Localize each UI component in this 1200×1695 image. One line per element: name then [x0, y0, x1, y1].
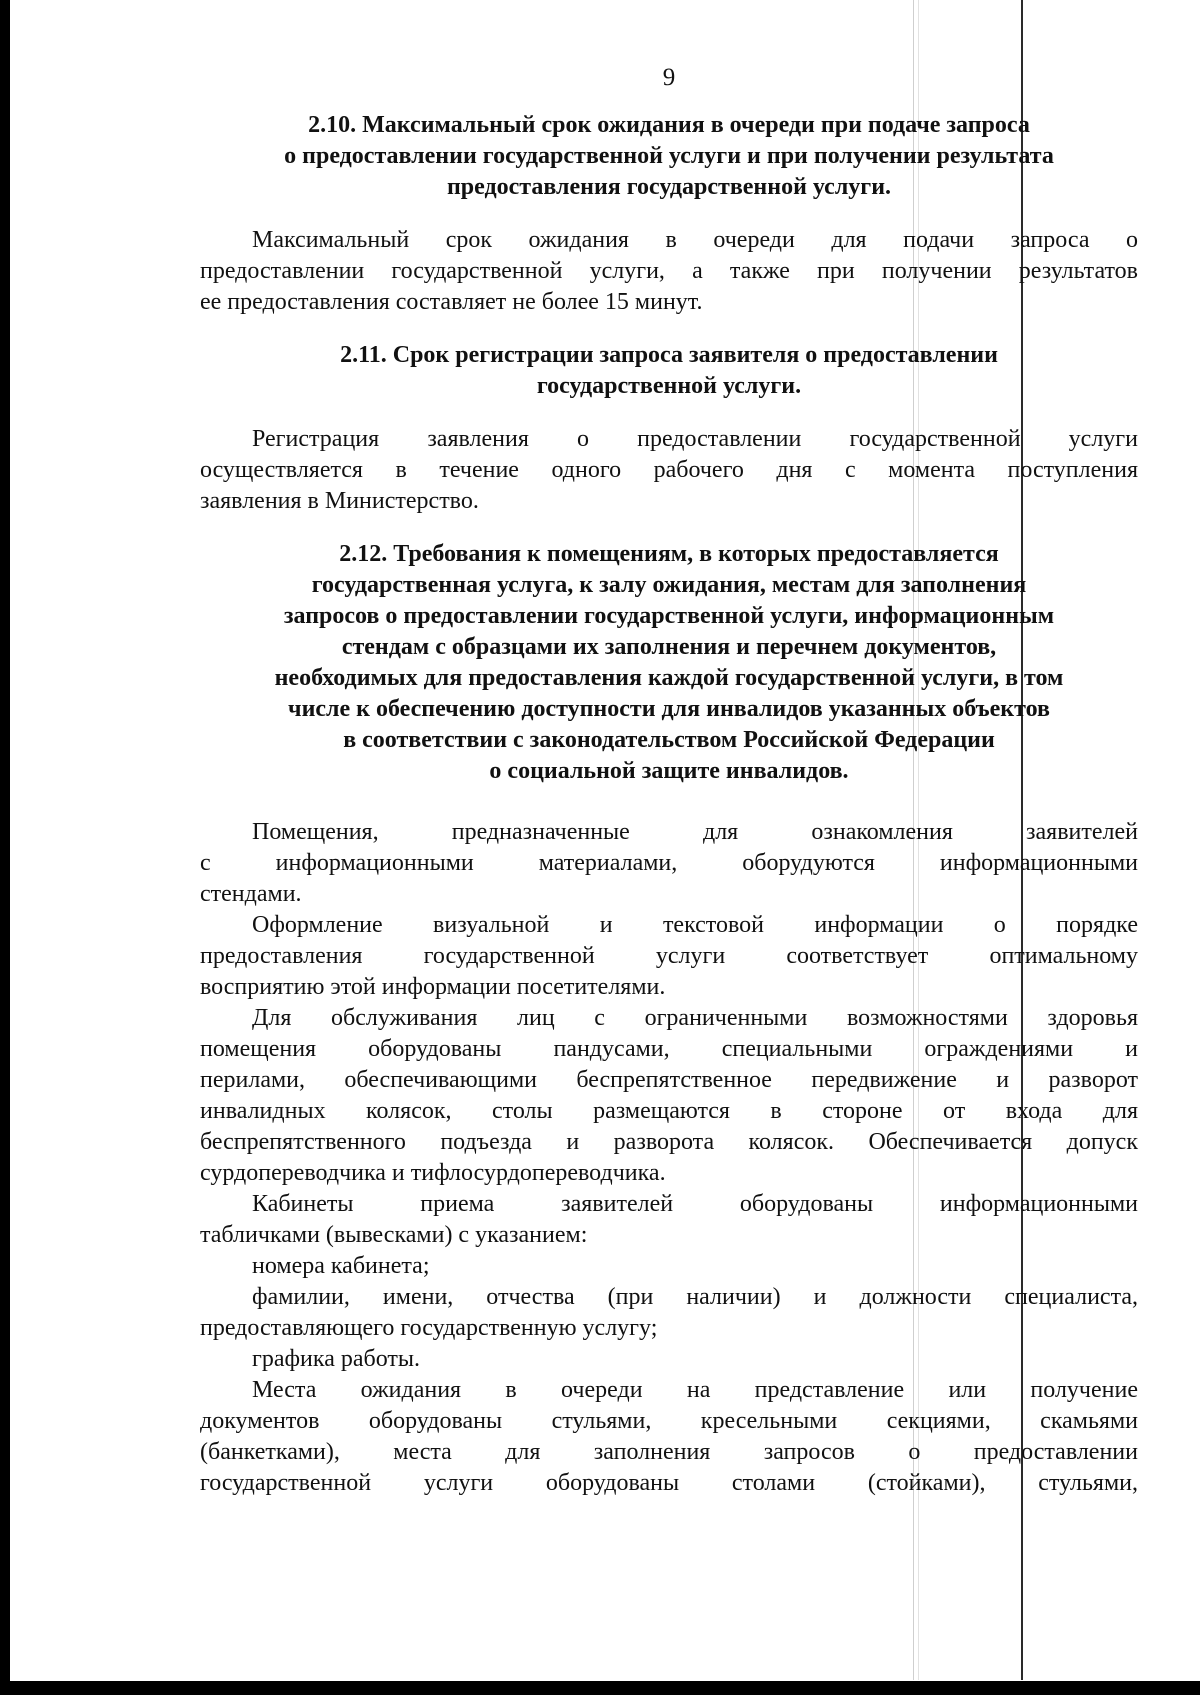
text-line: Регистрация заявления о предоставлении государственной услуги: [252, 426, 1138, 452]
heading-line: 2.12. Требования к помещениям, в которых предоставляется: [339, 541, 999, 567]
scan-left-edge: [0, 0, 10, 1695]
section-2-12-paragraph-2: [200, 910, 1138, 1003]
heading-line: государственной услуги.: [536, 373, 802, 399]
heading-line: о предоставлении государственной услуги и при получении результата: [284, 143, 1054, 169]
text-line: Места ожидания в очереди на представление или получение: [252, 1377, 1138, 1403]
text-line: помещения оборудованы пандусами, специальными ограждениями и: [200, 1036, 1138, 1062]
heading-line: числе к обеспечению доступности для инвалидов указанных объектов: [288, 696, 1050, 722]
text-line: Кабинеты приема заявителей оборудованы информационными: [252, 1191, 1138, 1217]
list-item-room-number: номера кабинета;: [252, 1253, 430, 1279]
heading-line: 2.10. Максимальный срок ожидания в очереди при подаче запроса: [308, 112, 1030, 138]
text-line: заявления в Министерство.: [200, 488, 479, 514]
text-line: с информационными материалами, оборудуются информационными: [200, 850, 1138, 876]
text-line: государственной услуги оборудованы столами (стойками), стульями,: [200, 1470, 1138, 1496]
section-2-12-heading: [200, 539, 1138, 787]
heading-line: предоставления государственной услуги.: [446, 174, 892, 200]
text-line: Оформление визуальной и текстовой информации о порядке: [252, 912, 1138, 938]
heading-line: необходимых для предоставления каждой государственной услуги, в том: [274, 665, 1064, 691]
text-line: Помещения, предназначенные для ознакомления заявителей: [252, 819, 1138, 845]
section-2-10-paragraph: [200, 225, 1138, 318]
text-line: фамилии, имени, отчества (при наличии) и должности специалиста,: [252, 1284, 1138, 1310]
text-line: Максимальный срок ожидания в очереди для подачи запроса о: [252, 227, 1138, 253]
text-line: табличками (вывесками) с указанием:: [200, 1222, 588, 1248]
text-line: сурдопереводчика и тифлосурдопереводчика.: [200, 1160, 666, 1186]
text-line: предоставляющего государственную услугу;: [200, 1315, 658, 1341]
section-2-10-heading: [200, 110, 1138, 203]
scan-bottom-edge: [0, 1681, 1200, 1695]
text-line: предоставления государственной услуги соответствует оптимальному: [200, 943, 1138, 969]
text-line: беспрепятственного подъезда и разворота колясок. Обеспечивается допуск: [200, 1129, 1138, 1155]
text-line: предоставлении государственной услуги, а также при получении результатов: [200, 258, 1138, 284]
text-line: ее предоставления составляет не более 15 минут.: [200, 289, 703, 315]
heading-line: запросов о предоставлении государственной услуги, информационным: [283, 603, 1055, 629]
section-2-12-paragraph-8: [200, 1375, 1138, 1499]
list-item-work-schedule: графика работы.: [252, 1346, 420, 1372]
section-2-12-paragraph-1: [200, 817, 1138, 910]
heading-line: стендам с образцами их заполнения и перечнем документов,: [341, 634, 997, 660]
text-line: стендами.: [200, 881, 302, 907]
heading-line: 2.11. Срок регистрации запроса заявителя о предоставлении: [340, 342, 998, 368]
text-line: инвалидных колясок, столы размещаются в стороне от входа для: [200, 1098, 1138, 1124]
heading-line: государственная услуга, к залу ожидания, местам для заполнения: [311, 572, 1027, 598]
text-line: перилами, обеспечивающими беспрепятственное передвижение и разворот: [200, 1067, 1138, 1093]
section-2-12-paragraph-4: [200, 1189, 1138, 1251]
section-2-12-paragraph-3: [200, 1003, 1138, 1189]
text-line: восприятию этой информации посетителями.: [200, 974, 666, 1000]
heading-line: в соответствии с законодательством Российской Федерации: [343, 727, 995, 753]
text-line: документов оборудованы стульями, кресельными секциями, скамьями: [200, 1408, 1138, 1434]
document-page: [200, 60, 1138, 1499]
text-line: Для обслуживания лиц с ограниченными возможностями здоровья: [252, 1005, 1138, 1031]
section-2-11-heading: [200, 340, 1138, 402]
text-line: (банкетками), места для заполнения запросов о предоставлении: [200, 1439, 1138, 1465]
heading-line: о социальной защите инвалидов.: [489, 758, 849, 784]
page-number: 9: [662, 64, 676, 91]
text-line: осуществляется в течение одного рабочего дня с момента поступления: [200, 457, 1138, 483]
section-2-11-paragraph: [200, 424, 1138, 517]
section-2-12-paragraph-6: [200, 1282, 1138, 1344]
